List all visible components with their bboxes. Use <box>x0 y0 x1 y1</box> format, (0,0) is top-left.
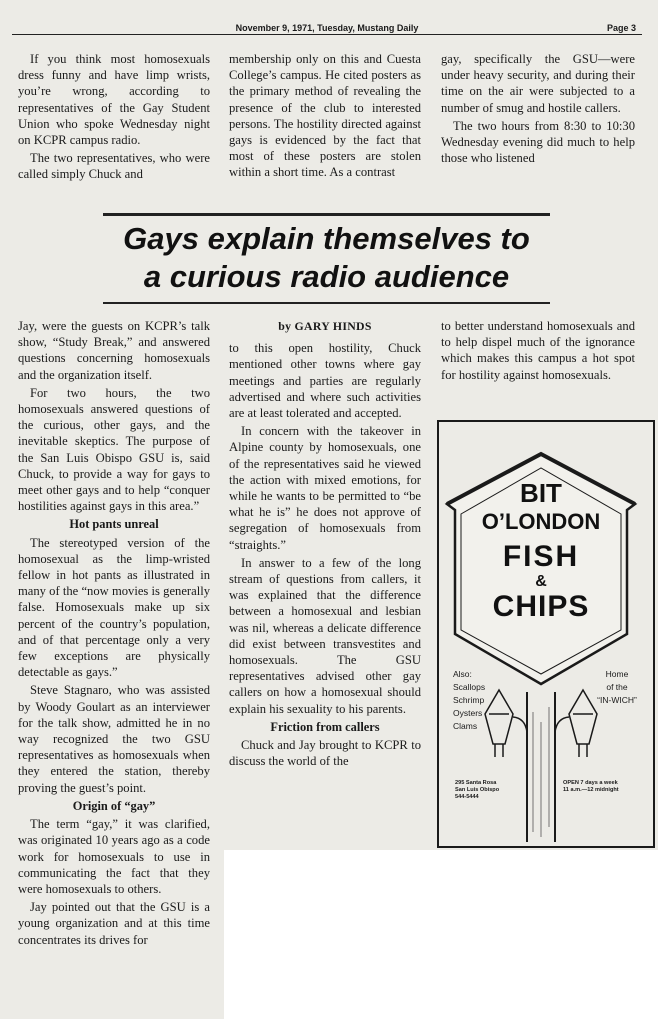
paragraph: to better understand homosexuals and to help dispel much of the ignorance which makes this campus a hot spot for hostility against homosexuals. <box>441 319 635 382</box>
ad-home-line: of the <box>606 682 628 692</box>
ad-menu-item: Scallops <box>453 682 486 692</box>
ad-phone: 544-5444 <box>455 794 479 800</box>
body-column-3 <box>441 318 635 383</box>
lead-column-3 <box>441 51 635 166</box>
paragraph: For two hours, the two homosexuals answered questions of the curious, other gays, and the inevitable skeptics. The purpose of the San Luis Obispo GSU is, said Chuck, to provide a way for gays to meet other gays and to help “conquer hostilities against gays in this area.” <box>18 385 210 514</box>
ad-line-fish: FISH <box>502 540 580 573</box>
headline-rule-bottom <box>103 302 550 304</box>
fish-and-chips-ad <box>437 420 655 848</box>
subhead-origin: Origin of “gay” <box>72 798 156 813</box>
page-number: Page 3 <box>606 23 636 33</box>
ad-menu-item: Schrimp <box>453 695 485 705</box>
paragraph: The two hours from 8:30 to 10:30 Wednesday evening did much to help those who listened <box>441 118 635 166</box>
paragraph: Jay pointed out that the GSU is a young organization and at this time concentrates its drives for <box>18 900 210 947</box>
body-column-1 <box>18 318 210 948</box>
ad-menu-item: Oysters <box>453 708 483 718</box>
lead-column-1 <box>18 51 210 183</box>
subhead-friction: Friction from callers <box>270 719 380 734</box>
ad-line-olondon: O’LONDON <box>481 509 601 534</box>
ad-home-line: “IN-WICH” <box>597 695 637 705</box>
ad-menu-item: Clams <box>453 721 478 731</box>
paragraph: In answer to a few of the long stream of questions from callers, it was explained that the difference between a homosexual and lesbian was nil, whereas a delicate difference did exist between transvestites and homosexuals. The GSU representatives advised other gay callers on how a homosexual should explain his sexuality to his parents. <box>229 555 421 716</box>
body-column-2 <box>229 318 421 769</box>
headline-line-2: a curious radio audience <box>143 259 510 294</box>
paragraph: If you think most homosexuals dress funny and have limp wrists, you’re wrong, according to representatives of the Gay Student Union who spoke Wednesday night on KCPR campus radio. <box>18 52 210 148</box>
ad-hours-line: 11 a.m.—12 midnight <box>563 787 619 793</box>
ad-line-chips: CHIPS <box>492 590 590 623</box>
masthead <box>12 14 642 35</box>
headline <box>103 220 550 296</box>
paragraph: Chuck and Jay brought to KCPR to discuss the world of the <box>229 738 421 769</box>
paragraph: The term “gay,” it was clarified, was originated 10 years ago as a code work for homosexuals to use in communicating the fact that they were homosexuals to others. <box>18 817 210 896</box>
paragraph: gay, specifically the GSU—were under heavy security, and during their time on the air were subjected to a number of smug and hostile callers. <box>441 52 635 115</box>
headline-rule-top <box>103 213 550 216</box>
ad-also-list <box>453 668 485 733</box>
ad-home-line: Home <box>605 669 629 679</box>
headline-line-1: Gays explain themselves to <box>123 221 530 256</box>
paragraph: membership only on this and Cuesta College’s campus. He cited posters as the primary method of revealing the presence of the club to interested persons. The hostility directed against gays is evidenced by the fact that most of these posters are stolen within a short time. As a contrast <box>229 52 421 180</box>
byline: by GARY HINDS <box>278 319 372 333</box>
paragraph: Steve Stagnaro, who was assisted by Woody Goulart as an interviewer for the talk show, admitted he in no way recognized the two GSU representatives as homosexuals when they entered the station, thereby proving the guest’s point. <box>18 683 210 795</box>
masthead-date: November 9, 1971, Tuesday, Mustang Daily <box>235 23 419 33</box>
ad-address <box>455 780 499 801</box>
paragraph: The two representatives, who were called simply Chuck and <box>18 151 210 182</box>
ad-hours <box>563 780 619 794</box>
ad-home-of <box>587 668 647 707</box>
ad-hours-line: OPEN 7 days a week <box>563 780 618 786</box>
ad-also-label: Also: <box>453 669 472 679</box>
ad-line-amp: & <box>535 573 547 590</box>
subhead-hot-pants: Hot pants unreal <box>69 517 159 532</box>
paragraph: The stereotyped version of the homosexual as the limp-wristed fellow in hot pants as illustrated in many of the “now movies is generally false. Homosexuals make up six percent of the country’s population, and of that percentage only a very few exceptions are physically detectable as gays.” <box>18 535 210 680</box>
paragraph: to this open hostility, Chuck mentioned other towns where gay meetings and parties are regularly advertised and where such activities are at least tolerated and accepted. <box>229 341 421 421</box>
paragraph: Jay, were the guests on KCPR’s talk show, “Study Break,” and answered questions concerning homosexuals and the organization itself. <box>18 319 210 382</box>
ad-address-line: San Luis Obispo <box>455 787 500 793</box>
paragraph: In concern with the takeover in Alpine county by homosexuals, one of the representatives said he viewed the action with mixed emotions, for while he wants to be permitted to “be what he is” he does not approve of segregation of homosexuals from “straights.” <box>229 424 421 552</box>
ad-line-bit: BIT <box>520 478 562 508</box>
ad-address-line: 295 Santa Rosa <box>455 780 497 786</box>
lead-column-2 <box>229 51 421 181</box>
